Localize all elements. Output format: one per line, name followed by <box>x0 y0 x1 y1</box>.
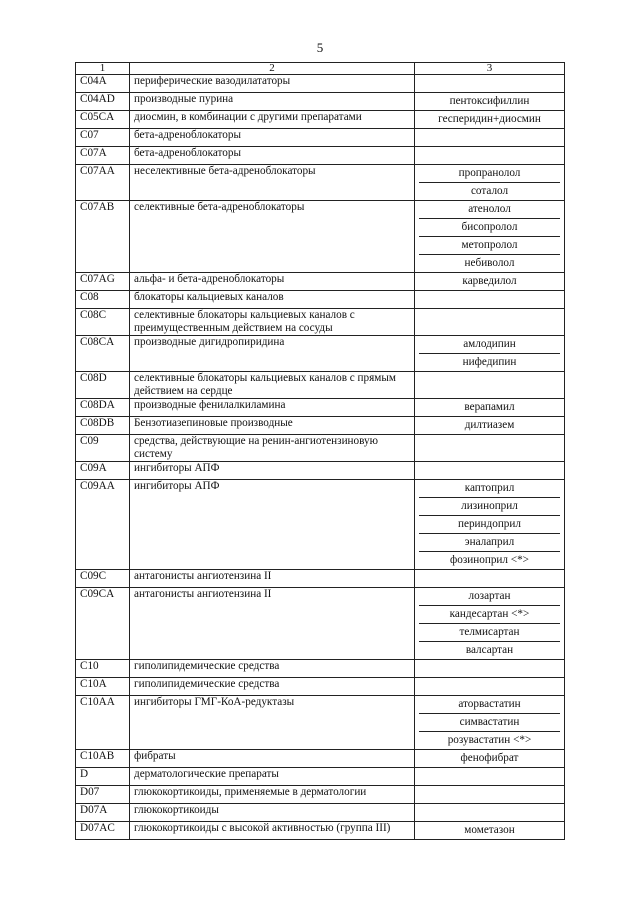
description-cell: антагонисты ангиотензина II <box>130 588 415 660</box>
drug-list-cell <box>415 336 565 372</box>
drug-item: гесперидин+диосмин <box>438 113 541 125</box>
drug-item: аторвастатин <box>419 696 560 714</box>
atc-code-cell: C10AB <box>76 750 130 768</box>
table-row <box>76 165 565 201</box>
drug-list-cell <box>415 129 565 147</box>
drug-list-cell <box>415 75 565 93</box>
drug-list-cell <box>415 480 565 570</box>
description-cell: селективные бета-адреноблокаторы <box>130 201 415 273</box>
page-number: 5 <box>316 40 324 55</box>
description-cell: производные фенилалкиламина <box>130 399 415 417</box>
description-cell: гиполипидемические средства <box>130 660 415 678</box>
drug-list-cell <box>415 372 565 399</box>
drug-item: валсартан <box>465 644 514 656</box>
atc-code-cell: D07 <box>76 786 130 804</box>
description-cell: антагонисты ангиотензина II <box>130 570 415 588</box>
drug-item: бисопролол <box>419 219 560 237</box>
drug-item-empty <box>419 462 560 479</box>
drug-list-cell <box>415 678 565 696</box>
drug-list-cell <box>415 768 565 786</box>
drug-item: верапамил <box>464 401 515 413</box>
drug-item-empty <box>419 660 560 677</box>
description-cell: ингибиторы ГМГ-КоА-редуктазы <box>130 696 415 750</box>
table-row <box>76 93 565 111</box>
drug-list-cell <box>415 588 565 660</box>
table-row <box>76 201 565 273</box>
table-row <box>76 435 565 462</box>
table-header <box>76 63 565 75</box>
medication-table <box>75 62 565 840</box>
drug-item: телмисартан <box>419 624 560 642</box>
table-row <box>76 273 565 291</box>
atc-code-cell: C10 <box>76 660 130 678</box>
description-cell: бета-адреноблокаторы <box>130 129 415 147</box>
drug-list-cell <box>415 822 565 840</box>
drug-item: лизиноприл <box>419 498 560 516</box>
drug-item-empty <box>419 75 560 92</box>
drug-list-cell <box>415 399 565 417</box>
drug-list-cell <box>415 417 565 435</box>
column-header-code: 1 <box>76 63 130 75</box>
description-cell: глюкокортикоиды с высокой активностью (группа III) <box>130 822 415 840</box>
drug-item-empty <box>419 129 560 146</box>
description-cell: фибраты <box>130 750 415 768</box>
drug-item: метопролол <box>419 237 560 255</box>
drug-list-cell <box>415 147 565 165</box>
drug-item: пропранолол <box>419 165 560 183</box>
description-cell: средства, действующие на ренин-ангиотензиновую систему <box>130 435 415 462</box>
drug-item-empty <box>419 570 560 587</box>
table-row <box>76 309 565 336</box>
table-row <box>76 417 565 435</box>
atc-code-cell: C05CA <box>76 111 130 129</box>
description-cell: ингибиторы АПФ <box>130 480 415 570</box>
atc-code-cell: C08 <box>76 291 130 309</box>
drug-list-cell <box>415 462 565 480</box>
description-cell: гиполипидемические средства <box>130 678 415 696</box>
table-row <box>76 696 565 750</box>
table-row <box>76 336 565 372</box>
description-cell: бета-адреноблокаторы <box>130 147 415 165</box>
atc-code-cell: C09A <box>76 462 130 480</box>
table-row <box>76 462 565 480</box>
drug-list-cell <box>415 273 565 291</box>
drug-list-cell <box>415 786 565 804</box>
description-cell: периферические вазодилататоры <box>130 75 415 93</box>
drug-list-cell <box>415 750 565 768</box>
table-row <box>76 660 565 678</box>
drug-item: кандесартан <*> <box>419 606 560 624</box>
atc-code-cell: C07AB <box>76 201 130 273</box>
drug-item-empty <box>419 678 560 695</box>
atc-code-cell: C10AA <box>76 696 130 750</box>
table-row <box>76 129 565 147</box>
atc-code-cell: C09C <box>76 570 130 588</box>
atc-code-cell: C08C <box>76 309 130 336</box>
drug-item: периндоприл <box>419 516 560 534</box>
description-cell: Бензотиазепиновые производные <box>130 417 415 435</box>
table-body <box>76 75 565 840</box>
drug-list-cell <box>415 570 565 588</box>
atc-code-cell: D07A <box>76 804 130 822</box>
drug-item-empty <box>419 786 560 803</box>
drug-item: лозартан <box>419 588 560 606</box>
atc-code-cell: C07 <box>76 129 130 147</box>
description-cell: блокаторы кальциевых каналов <box>130 291 415 309</box>
drug-item: фозиноприл <*> <box>450 554 529 566</box>
drug-list-cell <box>415 93 565 111</box>
table-row <box>76 768 565 786</box>
description-cell: ингибиторы АПФ <box>130 462 415 480</box>
drug-list-cell <box>415 696 565 750</box>
drug-list-cell <box>415 660 565 678</box>
drug-item: каптоприл <box>419 480 560 498</box>
drug-item: атенолол <box>419 201 560 219</box>
drug-item-empty <box>419 309 560 326</box>
table-row <box>76 588 565 660</box>
column-header-description: 2 <box>130 63 415 75</box>
drug-item-empty <box>419 147 560 164</box>
description-cell: диосмин, в комбинации с другими препаратами <box>130 111 415 129</box>
description-cell: производные пурина <box>130 93 415 111</box>
drug-item: карведилол <box>462 275 517 287</box>
atc-code-cell: D <box>76 768 130 786</box>
drug-item: фенофибрат <box>460 752 519 764</box>
table-row <box>76 372 565 399</box>
drug-item: дилтиазем <box>464 419 515 431</box>
atc-code-cell: C04AD <box>76 93 130 111</box>
column-header-drugs: 3 <box>415 63 565 75</box>
atc-code-cell: C08D <box>76 372 130 399</box>
table-row <box>76 750 565 768</box>
atc-code-cell: C08CA <box>76 336 130 372</box>
description-cell: глюкокортикоиды, применяемые в дерматологии <box>130 786 415 804</box>
description-cell: селективные блокаторы кальциевых каналов с преимущественным действием на сосуды <box>130 309 415 336</box>
drug-list-cell <box>415 291 565 309</box>
drug-list-cell <box>415 165 565 201</box>
drug-item: небиволол <box>464 257 515 269</box>
drug-item: симвастатин <box>419 714 560 732</box>
table-row <box>76 804 565 822</box>
description-cell: неселективные бета-адреноблокаторы <box>130 165 415 201</box>
atc-code-cell: C07AG <box>76 273 130 291</box>
description-cell: альфа- и бета-адреноблокаторы <box>130 273 415 291</box>
drug-item-empty <box>419 435 560 452</box>
atc-code-cell: C07A <box>76 147 130 165</box>
atc-code-cell: C09 <box>76 435 130 462</box>
table-row <box>76 111 565 129</box>
atc-code-cell: C08DA <box>76 399 130 417</box>
atc-code-cell: C08DB <box>76 417 130 435</box>
description-cell: дерматологические препараты <box>130 768 415 786</box>
table-row <box>76 786 565 804</box>
table-row <box>76 570 565 588</box>
drug-item: соталол <box>470 185 509 197</box>
table-row <box>76 147 565 165</box>
atc-code-cell: C07AA <box>76 165 130 201</box>
description-cell: производные дигидропиридина <box>130 336 415 372</box>
drug-item: мометазон <box>464 824 515 836</box>
drug-list-cell <box>415 804 565 822</box>
table-row <box>76 291 565 309</box>
atc-code-cell: C10A <box>76 678 130 696</box>
description-cell: селективные блокаторы кальциевых каналов с прямым действием на сердце <box>130 372 415 399</box>
table-row <box>76 678 565 696</box>
drug-list-cell <box>415 111 565 129</box>
atc-code-cell: C09AA <box>76 480 130 570</box>
drug-list-cell <box>415 435 565 462</box>
drug-item: пентоксифиллин <box>449 95 530 107</box>
atc-code-cell: D07AC <box>76 822 130 840</box>
table-row <box>76 822 565 840</box>
drug-item-empty <box>419 804 560 821</box>
drug-item: эналаприл <box>419 534 560 552</box>
drug-item-empty <box>419 768 560 785</box>
drug-list-cell <box>415 201 565 273</box>
drug-item: амлодипин <box>419 336 560 354</box>
atc-code-cell: C09CA <box>76 588 130 660</box>
table-row <box>76 399 565 417</box>
atc-code-cell: C04A <box>76 75 130 93</box>
description-cell: глюкокортикоиды <box>130 804 415 822</box>
drug-item: нифедипин <box>462 356 517 368</box>
drug-item-empty <box>419 372 560 389</box>
table-row <box>76 480 565 570</box>
table-row <box>76 75 565 93</box>
drug-item-empty <box>419 291 560 308</box>
drug-list-cell <box>415 309 565 336</box>
drug-item: розувастатин <*> <box>447 734 532 746</box>
